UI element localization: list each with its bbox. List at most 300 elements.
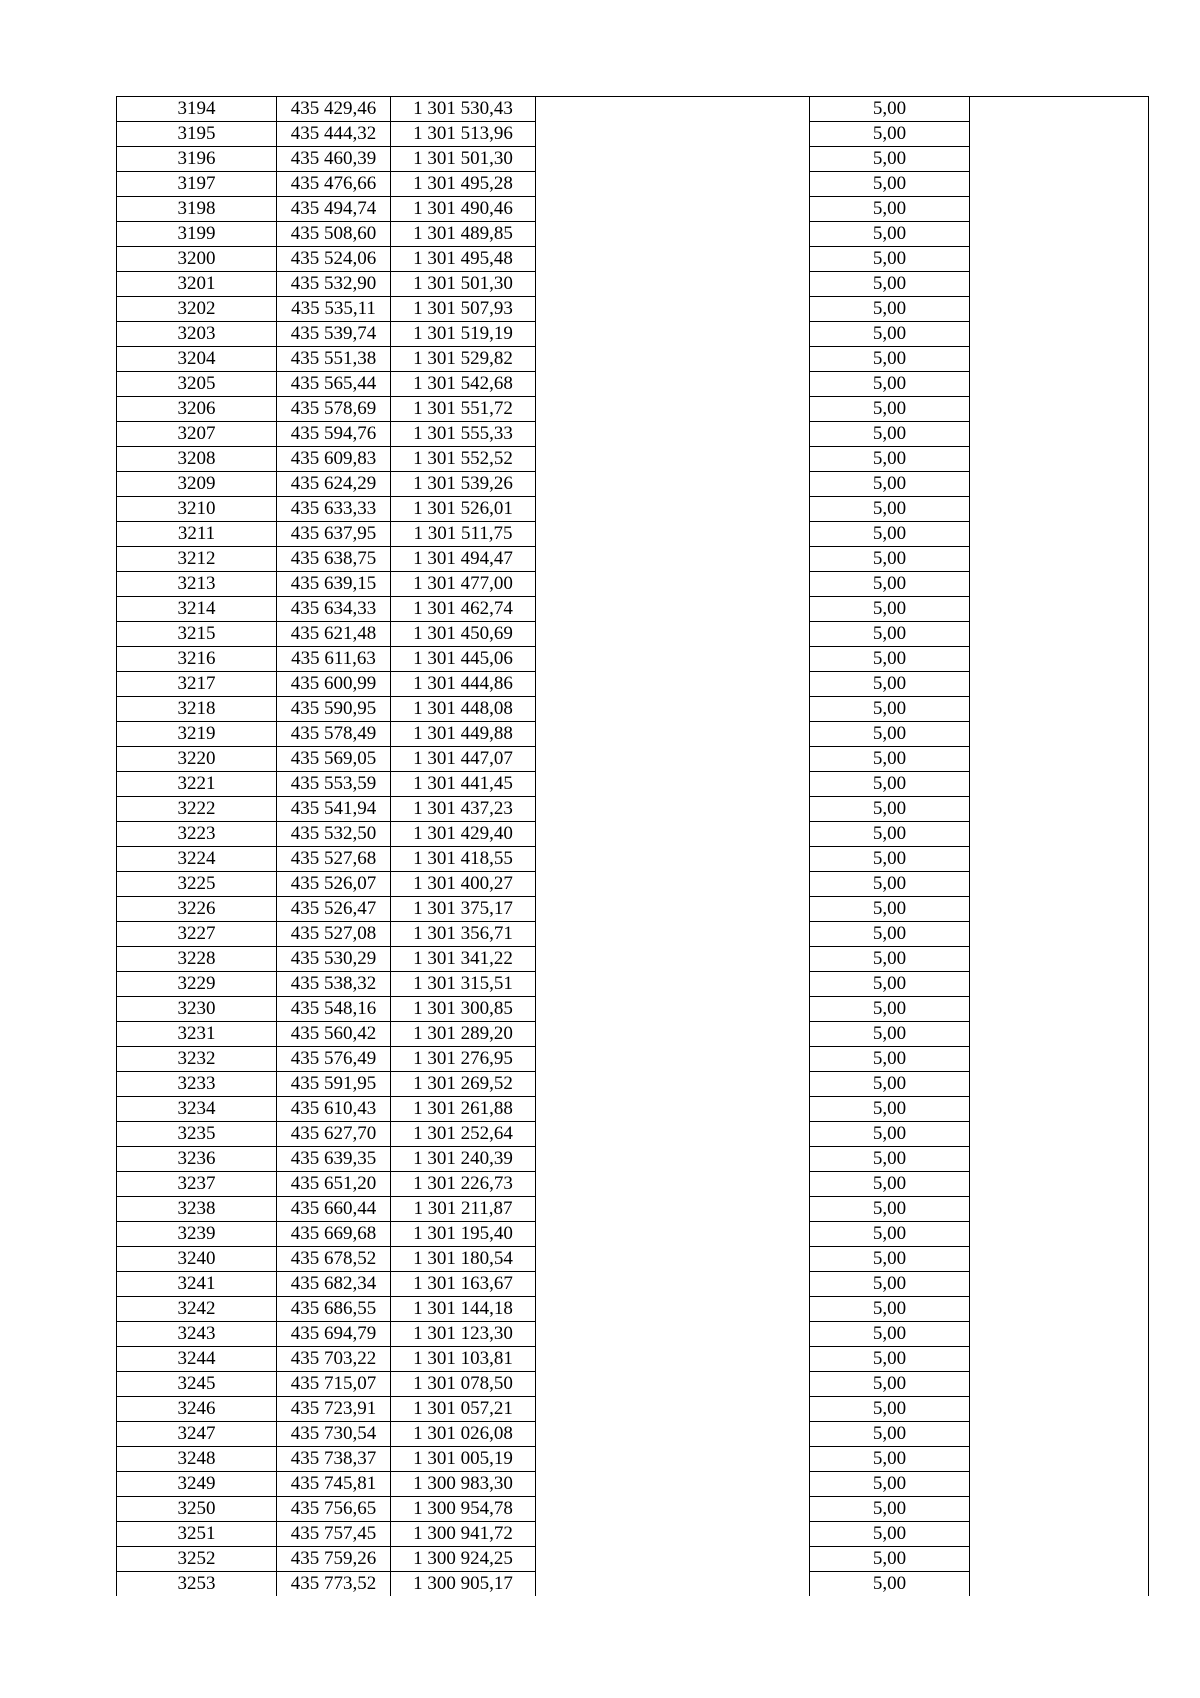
table-row bbox=[117, 297, 1149, 322]
point-number-cell: 3217 bbox=[117, 672, 277, 697]
y-coordinate-cell: 1 300 905,17 bbox=[391, 1572, 536, 1597]
empty-cell bbox=[536, 1097, 810, 1122]
y-coordinate-cell: 1 301 375,17 bbox=[391, 897, 536, 922]
empty-cell bbox=[970, 647, 1149, 672]
empty-cell bbox=[970, 1397, 1149, 1422]
point-number-cell: 3215 bbox=[117, 622, 277, 647]
y-coordinate-cell: 1 301 211,87 bbox=[391, 1197, 536, 1222]
empty-cell bbox=[536, 847, 810, 872]
x-coordinate-cell: 435 476,66 bbox=[277, 172, 391, 197]
point-number-cell: 3228 bbox=[117, 947, 277, 972]
empty-cell bbox=[536, 372, 810, 397]
empty-cell bbox=[970, 1047, 1149, 1072]
y-coordinate-cell: 1 301 226,73 bbox=[391, 1172, 536, 1197]
x-coordinate-cell: 435 494,74 bbox=[277, 197, 391, 222]
y-coordinate-cell: 1 301 495,48 bbox=[391, 247, 536, 272]
y-coordinate-cell: 1 301 477,00 bbox=[391, 572, 536, 597]
y-coordinate-cell: 1 301 341,22 bbox=[391, 947, 536, 972]
distance-cell: 5,00 bbox=[810, 772, 970, 797]
y-coordinate-cell: 1 301 026,08 bbox=[391, 1422, 536, 1447]
distance-cell: 5,00 bbox=[810, 122, 970, 147]
point-number-cell: 3233 bbox=[117, 1072, 277, 1097]
x-coordinate-cell: 435 594,76 bbox=[277, 422, 391, 447]
point-number-cell: 3240 bbox=[117, 1247, 277, 1272]
table-row bbox=[117, 1297, 1149, 1322]
distance-cell: 5,00 bbox=[810, 697, 970, 722]
distance-cell: 5,00 bbox=[810, 1122, 970, 1147]
empty-cell bbox=[970, 672, 1149, 697]
distance-cell: 5,00 bbox=[810, 872, 970, 897]
empty-cell bbox=[970, 1472, 1149, 1497]
empty-cell bbox=[536, 197, 810, 222]
point-number-cell: 3201 bbox=[117, 272, 277, 297]
y-coordinate-cell: 1 301 501,30 bbox=[391, 147, 536, 172]
table-row bbox=[117, 272, 1149, 297]
point-number-cell: 3250 bbox=[117, 1497, 277, 1522]
point-number-cell: 3200 bbox=[117, 247, 277, 272]
point-number-cell: 3231 bbox=[117, 1022, 277, 1047]
empty-cell bbox=[970, 122, 1149, 147]
empty-cell bbox=[970, 697, 1149, 722]
distance-cell: 5,00 bbox=[810, 1572, 970, 1597]
empty-cell bbox=[970, 597, 1149, 622]
y-coordinate-cell: 1 301 530,43 bbox=[391, 97, 536, 122]
empty-cell bbox=[536, 897, 810, 922]
table-row bbox=[117, 897, 1149, 922]
empty-cell bbox=[970, 1247, 1149, 1272]
table-row bbox=[117, 1247, 1149, 1272]
empty-cell bbox=[970, 1422, 1149, 1447]
empty-cell bbox=[536, 772, 810, 797]
empty-cell bbox=[536, 1072, 810, 1097]
point-number-cell: 3206 bbox=[117, 397, 277, 422]
empty-cell bbox=[536, 1472, 810, 1497]
empty-cell bbox=[970, 247, 1149, 272]
point-number-cell: 3239 bbox=[117, 1222, 277, 1247]
table-row bbox=[117, 1222, 1149, 1247]
distance-cell: 5,00 bbox=[810, 722, 970, 747]
empty-cell bbox=[970, 722, 1149, 747]
point-number-cell: 3235 bbox=[117, 1122, 277, 1147]
y-coordinate-cell: 1 301 276,95 bbox=[391, 1047, 536, 1072]
x-coordinate-cell: 435 532,90 bbox=[277, 272, 391, 297]
empty-cell bbox=[970, 297, 1149, 322]
distance-cell: 5,00 bbox=[810, 622, 970, 647]
point-number-cell: 3242 bbox=[117, 1297, 277, 1322]
point-number-cell: 3195 bbox=[117, 122, 277, 147]
y-coordinate-cell: 1 301 501,30 bbox=[391, 272, 536, 297]
x-coordinate-cell: 435 535,11 bbox=[277, 297, 391, 322]
table-row bbox=[117, 322, 1149, 347]
empty-cell bbox=[970, 947, 1149, 972]
coordinates-table-body bbox=[117, 97, 1149, 1597]
y-coordinate-cell: 1 301 449,88 bbox=[391, 722, 536, 747]
empty-cell bbox=[970, 372, 1149, 397]
table-row bbox=[117, 1422, 1149, 1447]
x-coordinate-cell: 435 527,08 bbox=[277, 922, 391, 947]
point-number-cell: 3247 bbox=[117, 1422, 277, 1447]
table-row bbox=[117, 1572, 1149, 1597]
distance-cell: 5,00 bbox=[810, 297, 970, 322]
y-coordinate-cell: 1 301 005,19 bbox=[391, 1447, 536, 1472]
y-coordinate-cell: 1 301 315,51 bbox=[391, 972, 536, 997]
empty-cell bbox=[970, 997, 1149, 1022]
table-row bbox=[117, 147, 1149, 172]
point-number-cell: 3244 bbox=[117, 1347, 277, 1372]
x-coordinate-cell: 435 738,37 bbox=[277, 1447, 391, 1472]
table-row bbox=[117, 597, 1149, 622]
point-number-cell: 3249 bbox=[117, 1472, 277, 1497]
y-coordinate-cell: 1 301 289,20 bbox=[391, 1022, 536, 1047]
x-coordinate-cell: 435 633,33 bbox=[277, 497, 391, 522]
empty-cell bbox=[536, 1197, 810, 1222]
table-row bbox=[117, 1197, 1149, 1222]
empty-cell bbox=[536, 1272, 810, 1297]
empty-cell bbox=[970, 1572, 1149, 1597]
x-coordinate-cell: 435 539,74 bbox=[277, 322, 391, 347]
x-coordinate-cell: 435 639,15 bbox=[277, 572, 391, 597]
point-number-cell: 3230 bbox=[117, 997, 277, 1022]
table-row bbox=[117, 172, 1149, 197]
x-coordinate-cell: 435 610,43 bbox=[277, 1097, 391, 1122]
point-number-cell: 3194 bbox=[117, 97, 277, 122]
empty-cell bbox=[970, 1547, 1149, 1572]
y-coordinate-cell: 1 301 539,26 bbox=[391, 472, 536, 497]
y-coordinate-cell: 1 301 526,01 bbox=[391, 497, 536, 522]
point-number-cell: 3207 bbox=[117, 422, 277, 447]
empty-cell bbox=[970, 1122, 1149, 1147]
y-coordinate-cell: 1 301 057,21 bbox=[391, 1397, 536, 1422]
point-number-cell: 3219 bbox=[117, 722, 277, 747]
table-row bbox=[117, 397, 1149, 422]
y-coordinate-cell: 1 301 555,33 bbox=[391, 422, 536, 447]
empty-cell bbox=[970, 1497, 1149, 1522]
x-coordinate-cell: 435 600,99 bbox=[277, 672, 391, 697]
empty-cell bbox=[536, 297, 810, 322]
distance-cell: 5,00 bbox=[810, 347, 970, 372]
empty-cell bbox=[536, 1447, 810, 1472]
empty-cell bbox=[970, 322, 1149, 347]
empty-cell bbox=[970, 472, 1149, 497]
distance-cell: 5,00 bbox=[810, 1172, 970, 1197]
empty-cell bbox=[970, 1172, 1149, 1197]
empty-cell bbox=[536, 522, 810, 547]
empty-cell bbox=[536, 1172, 810, 1197]
distance-cell: 5,00 bbox=[810, 1272, 970, 1297]
y-coordinate-cell: 1 301 269,52 bbox=[391, 1072, 536, 1097]
empty-cell bbox=[970, 397, 1149, 422]
x-coordinate-cell: 435 526,47 bbox=[277, 897, 391, 922]
x-coordinate-cell: 435 526,07 bbox=[277, 872, 391, 897]
y-coordinate-cell: 1 301 552,52 bbox=[391, 447, 536, 472]
empty-cell bbox=[536, 497, 810, 522]
y-coordinate-cell: 1 301 103,81 bbox=[391, 1347, 536, 1372]
x-coordinate-cell: 435 624,29 bbox=[277, 472, 391, 497]
table-row bbox=[117, 1097, 1149, 1122]
table-row bbox=[117, 1347, 1149, 1372]
x-coordinate-cell: 435 578,69 bbox=[277, 397, 391, 422]
point-number-cell: 3232 bbox=[117, 1047, 277, 1072]
empty-cell bbox=[970, 1097, 1149, 1122]
distance-cell: 5,00 bbox=[810, 1197, 970, 1222]
distance-cell: 5,00 bbox=[810, 1547, 970, 1572]
empty-cell bbox=[536, 1147, 810, 1172]
distance-cell: 5,00 bbox=[810, 247, 970, 272]
point-number-cell: 3205 bbox=[117, 372, 277, 397]
empty-cell bbox=[536, 822, 810, 847]
empty-cell bbox=[536, 672, 810, 697]
table-row bbox=[117, 372, 1149, 397]
table-row bbox=[117, 1372, 1149, 1397]
table-row bbox=[117, 522, 1149, 547]
table-row bbox=[117, 422, 1149, 447]
y-coordinate-cell: 1 301 261,88 bbox=[391, 1097, 536, 1122]
table-row bbox=[117, 572, 1149, 597]
distance-cell: 5,00 bbox=[810, 1097, 970, 1122]
point-number-cell: 3236 bbox=[117, 1147, 277, 1172]
point-number-cell: 3246 bbox=[117, 1397, 277, 1422]
distance-cell: 5,00 bbox=[810, 672, 970, 697]
empty-cell bbox=[970, 847, 1149, 872]
empty-cell bbox=[536, 572, 810, 597]
x-coordinate-cell: 435 637,95 bbox=[277, 522, 391, 547]
x-coordinate-cell: 435 723,91 bbox=[277, 1397, 391, 1422]
point-number-cell: 3220 bbox=[117, 747, 277, 772]
distance-cell: 5,00 bbox=[810, 372, 970, 397]
y-coordinate-cell: 1 301 429,40 bbox=[391, 822, 536, 847]
x-coordinate-cell: 435 532,50 bbox=[277, 822, 391, 847]
empty-cell bbox=[970, 1022, 1149, 1047]
x-coordinate-cell: 435 548,16 bbox=[277, 997, 391, 1022]
x-coordinate-cell: 435 694,79 bbox=[277, 1322, 391, 1347]
empty-cell bbox=[536, 947, 810, 972]
empty-cell bbox=[536, 1572, 810, 1597]
empty-cell bbox=[970, 872, 1149, 897]
x-coordinate-cell: 435 639,35 bbox=[277, 1147, 391, 1172]
x-coordinate-cell: 435 660,44 bbox=[277, 1197, 391, 1222]
y-coordinate-cell: 1 301 195,40 bbox=[391, 1222, 536, 1247]
point-number-cell: 3213 bbox=[117, 572, 277, 597]
point-number-cell: 3210 bbox=[117, 497, 277, 522]
table-row bbox=[117, 697, 1149, 722]
distance-cell: 5,00 bbox=[810, 897, 970, 922]
empty-cell bbox=[970, 1297, 1149, 1322]
point-number-cell: 3211 bbox=[117, 522, 277, 547]
empty-cell bbox=[970, 1372, 1149, 1397]
x-coordinate-cell: 435 569,05 bbox=[277, 747, 391, 772]
x-coordinate-cell: 435 682,34 bbox=[277, 1272, 391, 1297]
point-number-cell: 3238 bbox=[117, 1197, 277, 1222]
empty-cell bbox=[536, 97, 810, 122]
point-number-cell: 3253 bbox=[117, 1572, 277, 1597]
empty-cell bbox=[536, 922, 810, 947]
empty-cell bbox=[536, 472, 810, 497]
x-coordinate-cell: 435 609,83 bbox=[277, 447, 391, 472]
table-row bbox=[117, 247, 1149, 272]
point-number-cell: 3202 bbox=[117, 297, 277, 322]
point-number-cell: 3234 bbox=[117, 1097, 277, 1122]
distance-cell: 5,00 bbox=[810, 472, 970, 497]
y-coordinate-cell: 1 301 123,30 bbox=[391, 1322, 536, 1347]
empty-cell bbox=[970, 222, 1149, 247]
empty-cell bbox=[970, 1522, 1149, 1547]
empty-cell bbox=[536, 397, 810, 422]
y-coordinate-cell: 1 301 240,39 bbox=[391, 1147, 536, 1172]
distance-cell: 5,00 bbox=[810, 1472, 970, 1497]
point-number-cell: 3212 bbox=[117, 547, 277, 572]
distance-cell: 5,00 bbox=[810, 272, 970, 297]
x-coordinate-cell: 435 627,70 bbox=[277, 1122, 391, 1147]
empty-cell bbox=[536, 447, 810, 472]
x-coordinate-cell: 435 524,06 bbox=[277, 247, 391, 272]
empty-cell bbox=[970, 622, 1149, 647]
point-number-cell: 3203 bbox=[117, 322, 277, 347]
empty-cell bbox=[536, 1122, 810, 1147]
x-coordinate-cell: 435 686,55 bbox=[277, 1297, 391, 1322]
point-number-cell: 3204 bbox=[117, 347, 277, 372]
x-coordinate-cell: 435 651,20 bbox=[277, 1172, 391, 1197]
empty-cell bbox=[536, 872, 810, 897]
distance-cell: 5,00 bbox=[810, 1072, 970, 1097]
y-coordinate-cell: 1 301 144,18 bbox=[391, 1297, 536, 1322]
y-coordinate-cell: 1 300 941,72 bbox=[391, 1522, 536, 1547]
empty-cell bbox=[536, 247, 810, 272]
empty-cell bbox=[970, 172, 1149, 197]
distance-cell: 5,00 bbox=[810, 322, 970, 347]
x-coordinate-cell: 435 611,63 bbox=[277, 647, 391, 672]
distance-cell: 5,00 bbox=[810, 1222, 970, 1247]
empty-cell bbox=[536, 1247, 810, 1272]
point-number-cell: 3214 bbox=[117, 597, 277, 622]
empty-cell bbox=[970, 497, 1149, 522]
empty-cell bbox=[536, 747, 810, 772]
table-row bbox=[117, 1472, 1149, 1497]
table-row bbox=[117, 347, 1149, 372]
distance-cell: 5,00 bbox=[810, 597, 970, 622]
point-number-cell: 3237 bbox=[117, 1172, 277, 1197]
empty-cell bbox=[970, 972, 1149, 997]
y-coordinate-cell: 1 301 300,85 bbox=[391, 997, 536, 1022]
empty-cell bbox=[970, 522, 1149, 547]
x-coordinate-cell: 435 703,22 bbox=[277, 1347, 391, 1372]
table-row bbox=[117, 547, 1149, 572]
table-row bbox=[117, 1547, 1149, 1572]
distance-cell: 5,00 bbox=[810, 797, 970, 822]
empty-cell bbox=[970, 572, 1149, 597]
empty-cell bbox=[970, 797, 1149, 822]
x-coordinate-cell: 435 730,54 bbox=[277, 1422, 391, 1447]
empty-cell bbox=[536, 1372, 810, 1397]
x-coordinate-cell: 435 460,39 bbox=[277, 147, 391, 172]
empty-cell bbox=[970, 1072, 1149, 1097]
x-coordinate-cell: 435 553,59 bbox=[277, 772, 391, 797]
y-coordinate-cell: 1 301 447,07 bbox=[391, 747, 536, 772]
y-coordinate-cell: 1 301 400,27 bbox=[391, 872, 536, 897]
y-coordinate-cell: 1 301 490,46 bbox=[391, 197, 536, 222]
x-coordinate-cell: 435 538,32 bbox=[277, 972, 391, 997]
y-coordinate-cell: 1 301 529,82 bbox=[391, 347, 536, 372]
table-row bbox=[117, 1447, 1149, 1472]
distance-cell: 5,00 bbox=[810, 1347, 970, 1372]
point-number-cell: 3241 bbox=[117, 1272, 277, 1297]
empty-cell bbox=[970, 547, 1149, 572]
empty-cell bbox=[536, 1347, 810, 1372]
table-row bbox=[117, 497, 1149, 522]
y-coordinate-cell: 1 301 519,19 bbox=[391, 322, 536, 347]
table-row bbox=[117, 472, 1149, 497]
y-coordinate-cell: 1 301 441,45 bbox=[391, 772, 536, 797]
y-coordinate-cell: 1 301 551,72 bbox=[391, 397, 536, 422]
x-coordinate-cell: 435 634,33 bbox=[277, 597, 391, 622]
table-row bbox=[117, 122, 1149, 147]
table-row bbox=[117, 647, 1149, 672]
table-row bbox=[117, 747, 1149, 772]
x-coordinate-cell: 435 621,48 bbox=[277, 622, 391, 647]
empty-cell bbox=[536, 647, 810, 672]
empty-cell bbox=[970, 197, 1149, 222]
empty-cell bbox=[536, 322, 810, 347]
table-row bbox=[117, 1322, 1149, 1347]
empty-cell bbox=[970, 147, 1149, 172]
table-row bbox=[117, 1522, 1149, 1547]
table-row bbox=[117, 1147, 1149, 1172]
x-coordinate-cell: 435 530,29 bbox=[277, 947, 391, 972]
empty-cell bbox=[536, 272, 810, 297]
table-row bbox=[117, 197, 1149, 222]
empty-cell bbox=[536, 797, 810, 822]
x-coordinate-cell: 435 678,52 bbox=[277, 1247, 391, 1272]
empty-cell bbox=[536, 122, 810, 147]
x-coordinate-cell: 435 560,42 bbox=[277, 1022, 391, 1047]
empty-cell bbox=[536, 547, 810, 572]
y-coordinate-cell: 1 301 437,23 bbox=[391, 797, 536, 822]
empty-cell bbox=[536, 147, 810, 172]
point-number-cell: 3196 bbox=[117, 147, 277, 172]
empty-cell bbox=[970, 772, 1149, 797]
distance-cell: 5,00 bbox=[810, 522, 970, 547]
empty-cell bbox=[536, 1422, 810, 1447]
distance-cell: 5,00 bbox=[810, 1397, 970, 1422]
x-coordinate-cell: 435 745,81 bbox=[277, 1472, 391, 1497]
x-coordinate-cell: 435 715,07 bbox=[277, 1372, 391, 1397]
x-coordinate-cell: 435 551,38 bbox=[277, 347, 391, 372]
point-number-cell: 3225 bbox=[117, 872, 277, 897]
distance-cell: 5,00 bbox=[810, 422, 970, 447]
distance-cell: 5,00 bbox=[810, 197, 970, 222]
y-coordinate-cell: 1 301 495,28 bbox=[391, 172, 536, 197]
x-coordinate-cell: 435 444,32 bbox=[277, 122, 391, 147]
table-row bbox=[117, 97, 1149, 122]
y-coordinate-cell: 1 301 507,93 bbox=[391, 297, 536, 322]
point-number-cell: 3243 bbox=[117, 1322, 277, 1347]
distance-cell: 5,00 bbox=[810, 1372, 970, 1397]
distance-cell: 5,00 bbox=[810, 97, 970, 122]
empty-cell bbox=[970, 447, 1149, 472]
y-coordinate-cell: 1 301 448,08 bbox=[391, 697, 536, 722]
empty-cell bbox=[536, 722, 810, 747]
x-coordinate-cell: 435 578,49 bbox=[277, 722, 391, 747]
empty-cell bbox=[536, 1022, 810, 1047]
empty-cell bbox=[536, 1497, 810, 1522]
distance-cell: 5,00 bbox=[810, 947, 970, 972]
distance-cell: 5,00 bbox=[810, 922, 970, 947]
empty-cell bbox=[970, 97, 1149, 122]
distance-cell: 5,00 bbox=[810, 1022, 970, 1047]
empty-cell bbox=[536, 1547, 810, 1572]
distance-cell: 5,00 bbox=[810, 997, 970, 1022]
table-row bbox=[117, 1072, 1149, 1097]
table-row bbox=[117, 1022, 1149, 1047]
